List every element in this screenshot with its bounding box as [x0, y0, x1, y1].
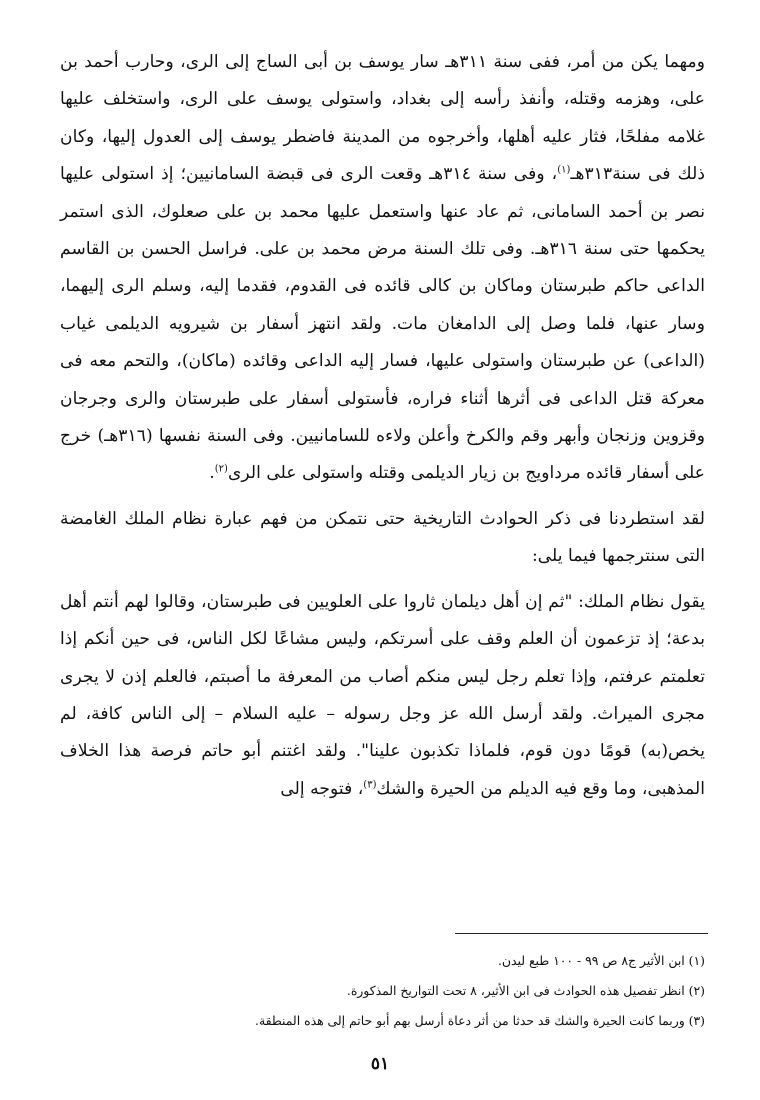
paragraph-1 — [60, 44, 705, 493]
paragraph-1-text-c: . — [209, 463, 215, 484]
page-number: ٥١ — [370, 1054, 390, 1074]
footnote-ref-3[interactable]: (٣) — [363, 778, 377, 790]
footnote-1: (١) ابن الأثير ج٨ ص ٩٩ - ١٠٠ طبع ليدن. — [497, 953, 705, 968]
paragraph-1-text-a: ومهما يكن من أمر، ففى سنة ٣١١هـ سار يوسف بن أبى الساج إلى الرى، وحارب أحمد بن على، وهزمه وقتله، وأنفذ رأسه إلى بغداد، واستولى يوسف على الرى، واستخلف عليها غلامه مفلحًا، فثار عليه أهلها، وأخرجوه من المدينة فاضطر يوسف إلى العدول إليها، وكان ذلك فى سنة٣١٣هـ — [60, 52, 705, 185]
footnotes — [60, 946, 705, 1036]
footnote-ref-1[interactable]: (١) — [557, 164, 571, 176]
footnote-ref-2[interactable]: (٢) — [214, 463, 228, 475]
paragraph-3-text-a: يقول نظام الملك: "ثم إن أهل ديلمان ثاروا على العلويين فى طبرستان، وقالوا لهم أنتم أهل بدعة؛ إذ تزعمون أن العلم وقف على أسرتكم، وليس مشاعًا لكل الناس، فى حين أنكم إذا تعلمتم عرفتم، وإذا تعلم رجل ليس منكم أصاب من المعرفة ما أصبتم، فالعلم إذن لا يجرى مجرى الميراث. ولقد أرسل الله عز وجل رسوله – عليه السلام – إلى الناس كافة، لم يخص(به) قومًا دون قوم، فلماذا تكذبون علينا". ولقد اغتنم أبو حاتم فرصة هذا الخلاف المذهبى، وما وقع فيه الديلم من الحيرة والشك — [60, 591, 705, 799]
paragraph-2-text: لقد استطردنا فى ذكر الحوادث التاريخية حتى نتمكن من فهم عبارة نظام الملك الغامضة التى سنترجمها فيما يلى: — [60, 508, 705, 567]
footnote-divider — [455, 933, 708, 934]
paragraph-3 — [60, 584, 705, 808]
footnote-2: (٢) انظر تفصيل هذه الحوادث فى ابن الأثير، ٨ تحت التواريخ المذكورة. — [346, 983, 705, 998]
paragraph-3-text-b: ، فتوجه إلى — [280, 778, 364, 799]
page-body — [60, 44, 705, 808]
footnote-3: (٣) وربما كانت الحيرة والشك قد حدثا من أثر دعاة أرسل بهم أبو حاتم إلى هذه المنطقة. — [255, 1013, 705, 1028]
paragraph-1-text-b: ، وفى سنة ٣١٤هـ وقعت الرى فى قبضة السامانيين؛ إذ استولى عليها نصر بن أحمد السامانى، ثم عاد عنها واستعمل عليها محمد بن على صعلوك، الذى استمر يحكمها حتى سنة ٣١٦هـ. وفى تلك السنة مرض محمد بن على. فراسل الحسن بن القاسم الداعى حاكم طبرستان وماكان بن كالى قائده فى القدوم، فقدما إليه، وسلم الرى إليهما، وسار عنها، فلما وصل إلى الدامغان مات. ولقد انتهز أسفار بن شيرويه الديلمى غياب (الداعى) عن طبرستان واستولى عليها، فسار إليه الداعى وقائده (ماكان)، والتحم معه فى معركة قتل الداعى فى أثرها أثناء فراره، فأستولى أسفار على طبرستان والرى وجرجان وقزوين وزنجان وأبهر وقم والكرخ وأعلن ولاءه للسامانيين. وفى السنة نفسها (٣١٦هـ) خرج على أسفار قائده مرداويج بن زيار الديلمى وقتله واستولى على الرى — [60, 164, 705, 484]
paragraph-2 — [60, 501, 705, 576]
